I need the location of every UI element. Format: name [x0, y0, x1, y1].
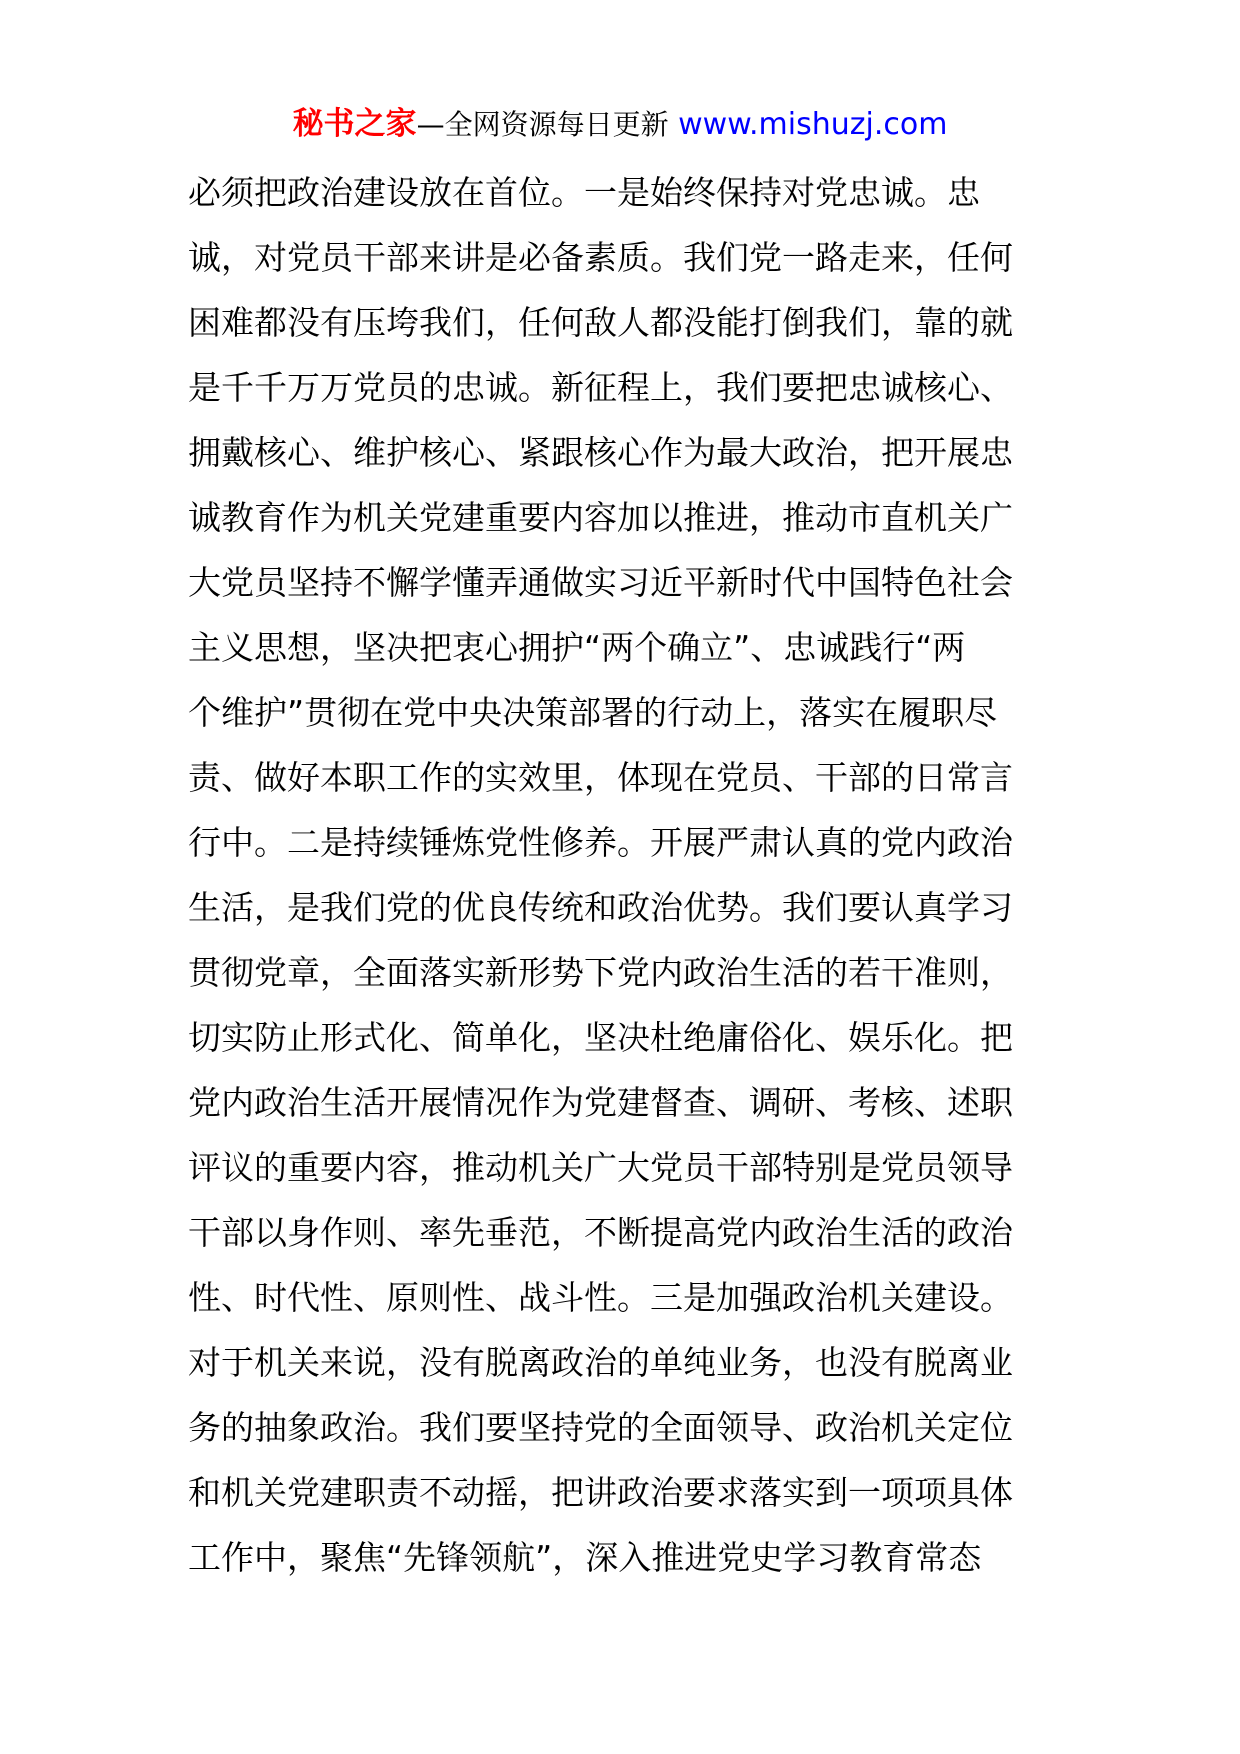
- text-line: 诚，对党员干部来讲是必备素质。我们党一路走来，任何: [188, 238, 1013, 277]
- header-tagline: —全网资源每日更新: [416, 108, 669, 141]
- text-line: 主义思想，坚决把衷心拥护“两个确立”、忠诚践行“两: [188, 628, 966, 667]
- text-line: 必须把政治建设放在首位。一是始终保持对党忠诚。忠: [188, 173, 980, 212]
- text-line: 评议的重要内容，推动机关广大党员干部特别是党员领导: [188, 1148, 1013, 1187]
- text-line: 党内政治生活开展情况作为党建督查、调研、考核、述职: [188, 1083, 1013, 1122]
- text-line: 责、做好本职工作的实效里，体现在党员、干部的日常言: [188, 758, 1013, 797]
- text-line: 困难都没有压垮我们，任何敌人都没能打倒我们，靠的就: [188, 303, 1013, 342]
- brand-name: 秘书之家: [292, 106, 417, 142]
- body-text: [188, 160, 1058, 1590]
- text-line: 大党员坚持不懈学懂弄通做实习近平新时代中国特色社会: [188, 563, 1013, 602]
- text-line: 个维护”贯彻在党中央决策部署的行动上，落实在履职尽: [188, 693, 998, 732]
- text-line: 行中。二是持续锤炼党性修养。开展严肃认真的党内政治: [188, 823, 1013, 862]
- text-line: 生活，是我们党的优良传统和政治优势。我们要认真学习: [188, 888, 1013, 927]
- page-header: [0, 100, 1240, 149]
- text-line: 切实防止形式化、简单化，坚决杜绝庸俗化、娱乐化。把: [188, 1018, 1013, 1057]
- text-line: 工作中，聚焦“先锋领航”，深入推进党史学习教育常态: [188, 1538, 982, 1577]
- text-line: 拥戴核心、维护核心、紧跟核心作为最大政治，把开展忠: [188, 433, 1013, 472]
- text-line: 诚教育作为机关党建重要内容加以推进，推动市直机关广: [188, 498, 1013, 537]
- text-line: 干部以身作则、率先垂范，不断提高党内政治生活的政治: [188, 1213, 1013, 1252]
- text-line: 和机关党建职责不动摇，把讲政治要求落实到一项项具体: [188, 1473, 1013, 1512]
- text-line: 贯彻党章，全面落实新形势下党内政治生活的若干准则，: [188, 953, 1013, 992]
- text-line: 性、时代性、原则性、战斗性。三是加强政治机关建设。: [188, 1278, 1013, 1317]
- text-line: 是千千万万党员的忠诚。新征程上，我们要把忠诚核心、: [188, 368, 1013, 407]
- text-line: 务的抽象政治。我们要坚持党的全面领导、政治机关定位: [188, 1408, 1013, 1447]
- site-link[interactable]: www.mishuzj.com: [678, 107, 948, 142]
- text-line: 对于机关来说，没有脱离政治的单纯业务，也没有脱离业: [188, 1343, 1013, 1382]
